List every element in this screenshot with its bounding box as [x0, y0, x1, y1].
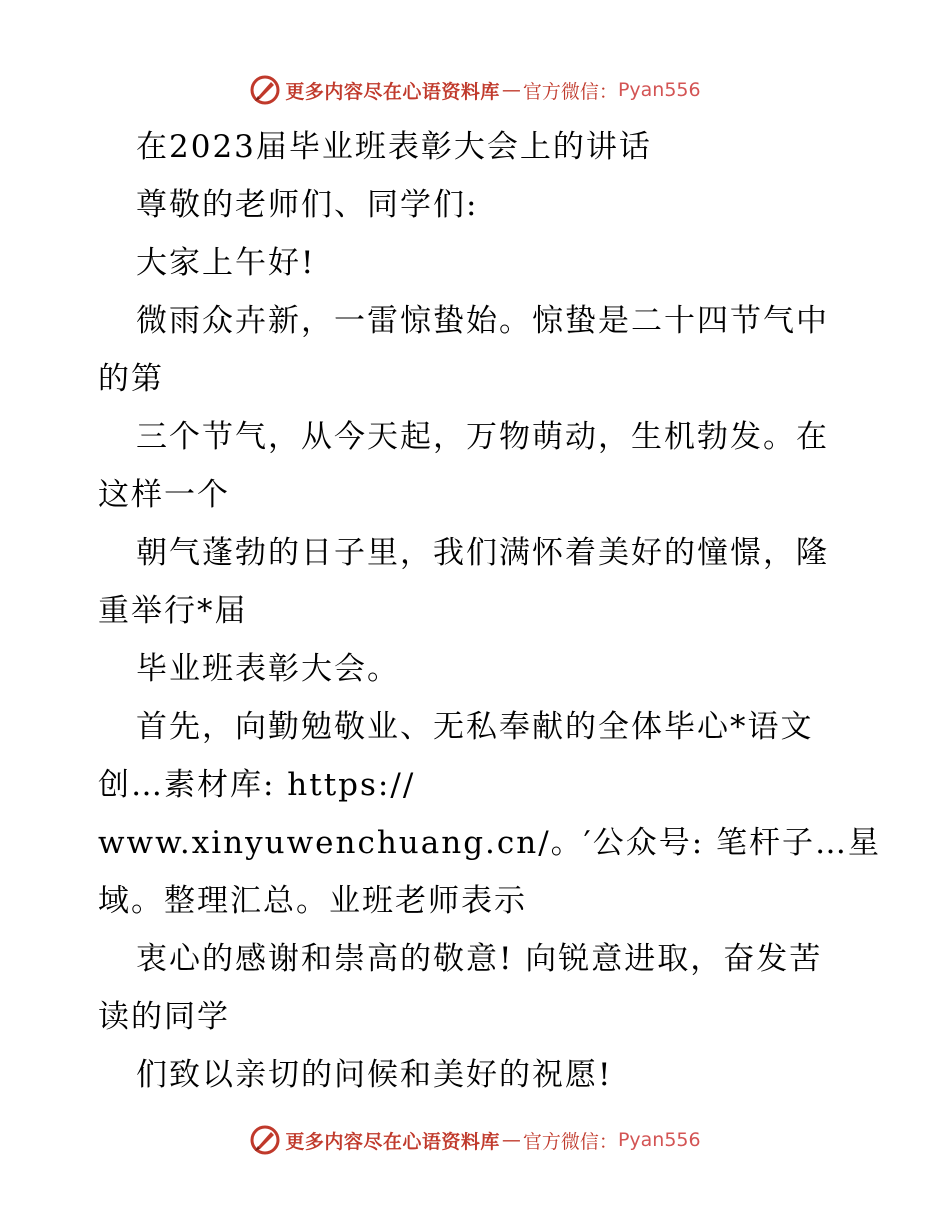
contact-id: Pyan556: [617, 79, 701, 101]
document-body: [98, 118, 882, 1104]
header-banner: [0, 70, 950, 110]
text-line: 尊敬的老师们、同学们:: [136, 187, 479, 223]
text-line: 这样一个: [98, 477, 230, 513]
text-line: 域。整理汇总。业班老师表示: [98, 883, 527, 919]
contact-label: 官方微信：: [522, 1130, 618, 1153]
text-line: 朝气蓬勃的日子里，我们满怀着美好的憧憬，隆: [136, 535, 829, 571]
text-line: 创…素材库: https://: [98, 767, 416, 803]
quill-circle-logo-icon: [249, 74, 281, 106]
text-line: 的第: [98, 361, 164, 397]
text-line: 读的同学: [98, 999, 230, 1035]
separator-dash: —: [501, 79, 521, 101]
text-line: 毕业班表彰大会。: [136, 651, 400, 687]
text-line: www.xinyuwenchuang.cn/。′公众号: 笔杆子…星: [98, 825, 882, 861]
brand-text: 更多内容尽在心语资料库: [285, 80, 500, 103]
contact-id: Pyan556: [617, 1129, 701, 1151]
brand-text: 更多内容尽在心语资料库: [285, 1130, 500, 1153]
text-line: 们致以亲切的问候和美好的祝愿!: [136, 1057, 613, 1093]
footer-banner: [0, 1120, 950, 1160]
text-line: 重举行*届: [98, 593, 248, 629]
text-line: 首先，向勤勉敬业、无私奉献的全体毕心*语文: [136, 709, 814, 745]
text-line: 大家上午好!: [136, 245, 316, 281]
text-line: 微雨众卉新，一雷惊蛰始。惊蛰是二十四节气中: [136, 303, 829, 339]
contact-label: 官方微信：: [522, 80, 618, 103]
quill-circle-logo-icon: [249, 1124, 281, 1156]
text-line: 三个节气，从今天起，万物萌动，生机勃发。在: [136, 419, 829, 455]
text-line: 衷心的感谢和崇高的敬意! 向锐意进取，奋发苦: [136, 941, 823, 977]
separator-dash: —: [501, 1129, 521, 1151]
text-line: 在2023届毕业班表彰大会上的讲话: [136, 129, 652, 165]
